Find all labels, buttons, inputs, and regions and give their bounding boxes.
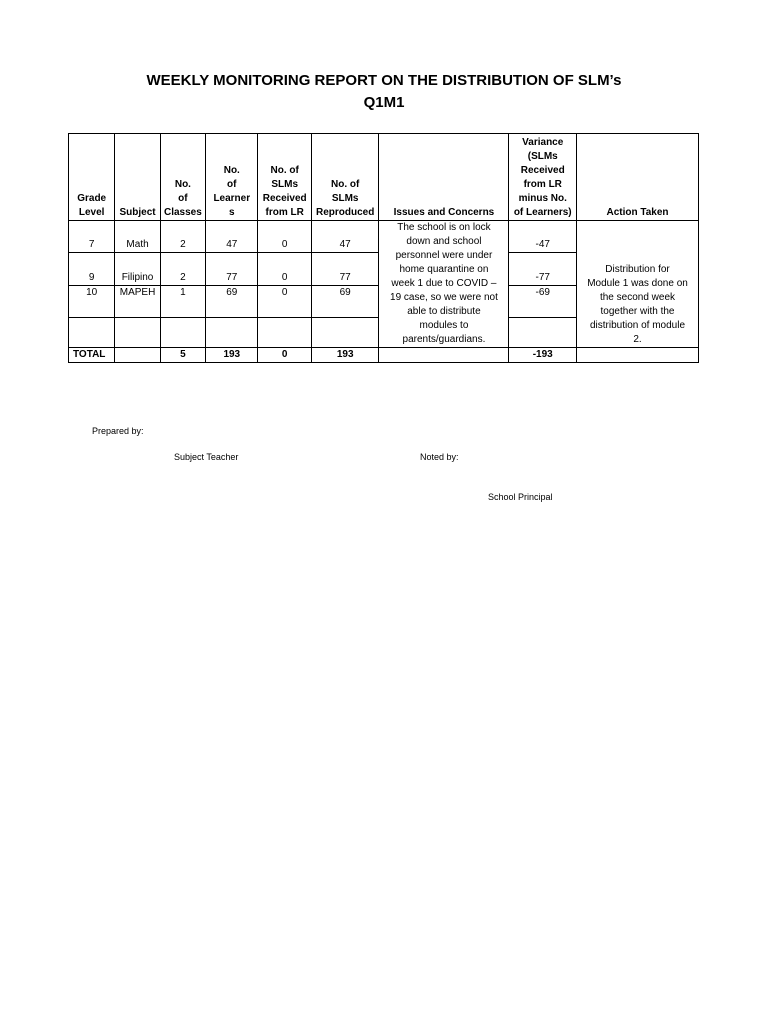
cell-variance: -47 <box>509 221 577 253</box>
noted-by-label: Noted by: <box>420 452 459 462</box>
cell-variance: -77 <box>509 253 577 285</box>
total-reproduced: 193 <box>311 348 379 363</box>
cell-subject: Math <box>115 221 160 253</box>
total-learners: 193 <box>206 348 258 363</box>
cell-reproduced: 47 <box>311 221 379 253</box>
cell-subject: MAPEH <box>115 285 160 317</box>
report-title: WEEKLY MONITORING REPORT ON THE DISTRIBUTION OF SLM’s <box>146 72 622 89</box>
cell-reproduced: 69 <box>311 285 379 317</box>
cell-received: 0 <box>258 221 311 253</box>
cell-subject: Filipino <box>115 253 160 285</box>
total-classes: 5 <box>160 348 205 363</box>
cell-grade: 9 <box>69 253 115 285</box>
header-issues: Issues and Concerns <box>379 134 509 221</box>
cell-classes: 2 <box>160 253 205 285</box>
table-total-row <box>69 348 699 363</box>
total-label: TOTAL <box>69 348 115 363</box>
header-subject: Subject <box>115 134 160 221</box>
header-variance: Variance (SLMs Received from LR minus No. of Learners) <box>509 134 577 221</box>
header-no-learners: No. of Learner s <box>206 134 258 221</box>
cell-reproduced: 77 <box>311 253 379 285</box>
cell-issues-concerns: The school is on lock down and school personnel were under home quarantine on week 1 due to COVID – 19 case, so we were not able to distribute modules to parents/guardians. <box>379 221 509 348</box>
cell-classes: 1 <box>160 285 205 317</box>
table-header-row <box>69 134 699 221</box>
header-slms-received: No. of SLMs Received from LR <box>258 134 311 221</box>
header-slms-reproduced: No. of SLMs Reproduced <box>311 134 379 221</box>
cell-variance: -69 <box>509 285 577 317</box>
cell-classes: 2 <box>160 221 205 253</box>
header-action-taken: Action Taken <box>577 134 699 221</box>
cell-learners: 69 <box>206 285 258 317</box>
prepared-by-label: Prepared by: <box>92 426 144 436</box>
table-row <box>69 221 699 253</box>
cell-learners: 77 <box>206 253 258 285</box>
subject-teacher-label: Subject Teacher <box>174 452 239 462</box>
report-subtitle: Q1M1 <box>363 94 405 111</box>
header-no-classes: No. of Classes <box>160 134 205 221</box>
header-grade-level: Grade Level <box>69 134 115 221</box>
cell-grade: 7 <box>69 221 115 253</box>
distribution-table <box>68 133 699 363</box>
school-principal-label: School Principal <box>488 492 553 502</box>
cell-grade: 10 <box>69 285 115 317</box>
cell-action-taken: Distribution for Module 1 was done on the second week together with the distribution of module 2. <box>577 221 699 348</box>
cell-received: 0 <box>258 253 311 285</box>
total-received: 0 <box>258 348 311 363</box>
total-variance: -193 <box>509 348 577 363</box>
cell-received: 0 <box>258 285 311 317</box>
cell-learners: 47 <box>206 221 258 253</box>
